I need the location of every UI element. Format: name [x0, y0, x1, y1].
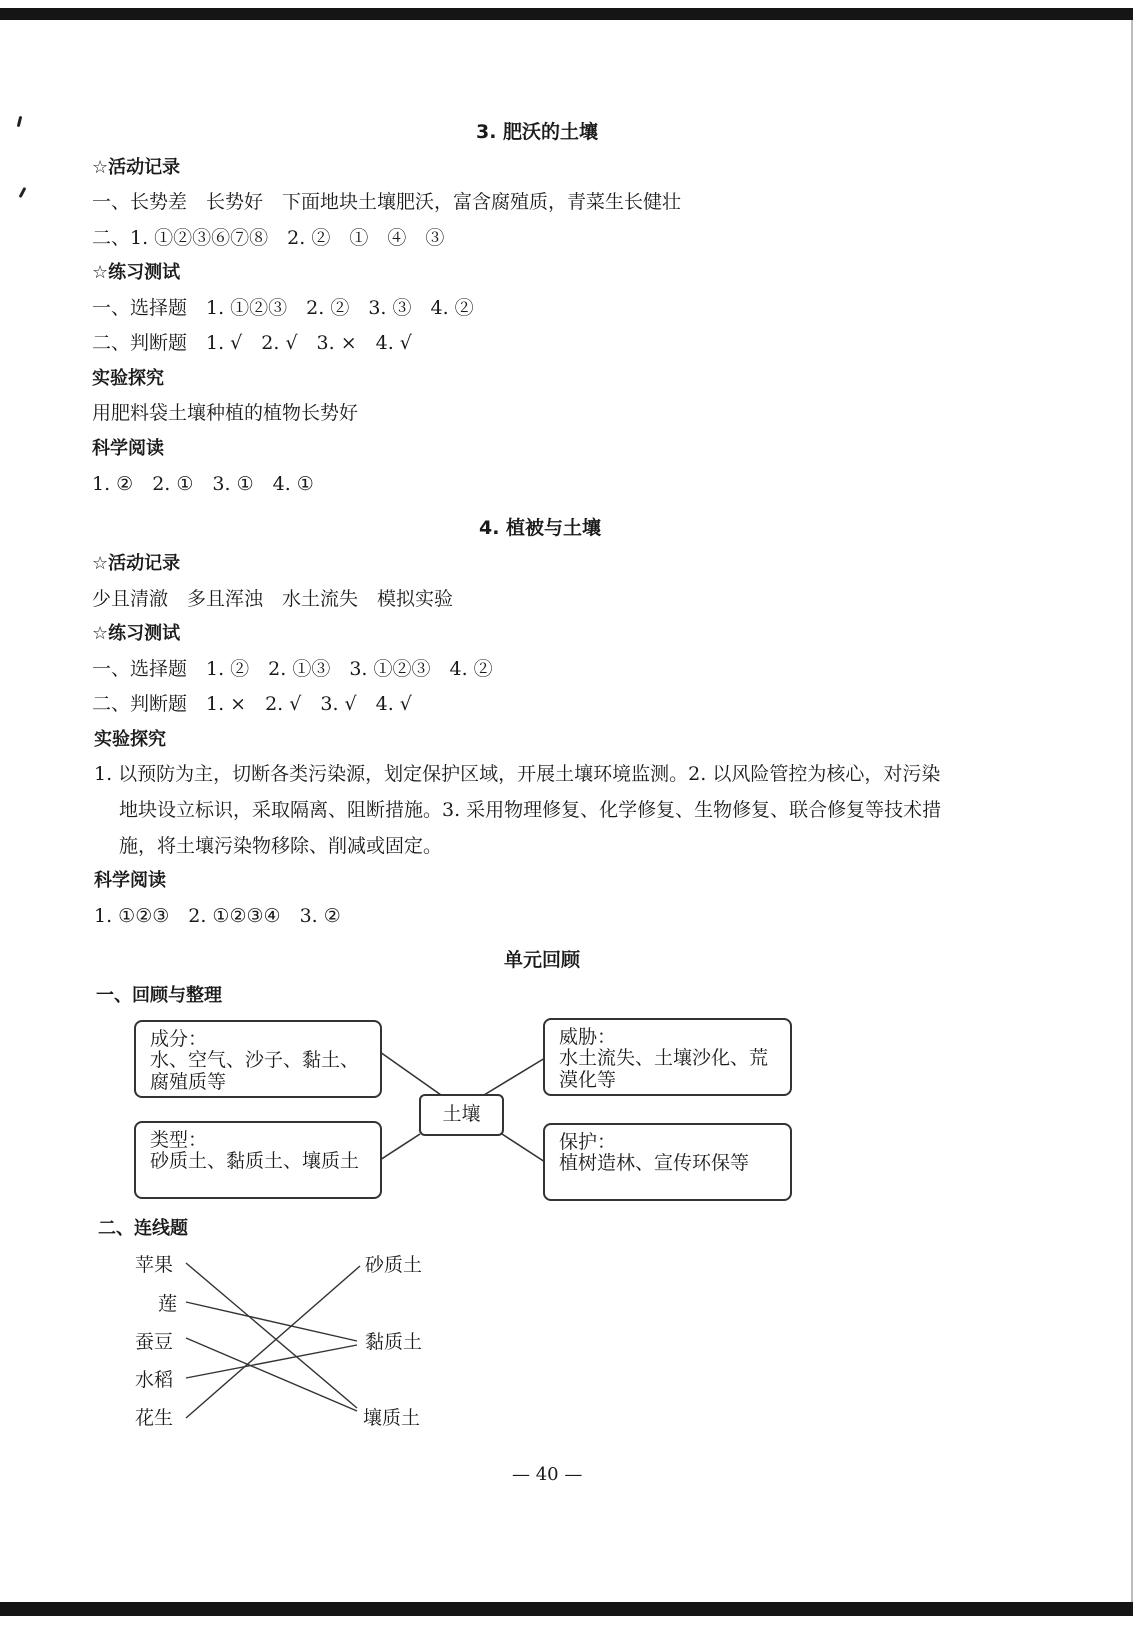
review-section2-heading: 二、连线题 — [98, 1218, 188, 1239]
lesson4-reading-heading: 科学阅读 — [94, 870, 166, 891]
matching-line — [186, 1266, 360, 1418]
lesson3-experiment-text: 用肥料袋土壤种植的植物长势好 — [92, 402, 359, 424]
types-text: 砂质土、黏质土、壤质土 — [150, 1150, 360, 1172]
lesson4-experiment-line: 施，将土壤污染物移除、削减或固定。 — [119, 835, 443, 857]
matching-left-item: 莲 — [158, 1293, 178, 1315]
lesson4-experiment-line: 地块设立标识，采取隔离、阻断措施。3. 采用物理修复、化学修复、生物修复、联合修复等技术措 — [119, 799, 942, 821]
matching-left-item: 蚕豆 — [135, 1331, 174, 1353]
lesson4-experiment-heading: 实验探究 — [94, 729, 166, 750]
lesson3-practice-heading: ☆练习测试 — [92, 262, 181, 283]
lesson4-title: 4. 植被与土壤 — [479, 517, 602, 539]
lesson3-activity-line: 一、长势差 长势好 下面地块土壤肥沃，富含腐殖质，青菜生长健壮 — [92, 191, 682, 213]
matching-line — [186, 1338, 357, 1411]
review-title: 单元回顾 — [504, 949, 581, 971]
matching-left-item: 水稻 — [135, 1369, 174, 1391]
lesson3-practice-line: 一、选择题 1. ①②③ 2. ② 3. ③ 4. ② — [92, 297, 474, 319]
lesson3-practice-line: 二、判断题 1. √ 2. √ 3. × 4. √ — [92, 332, 412, 354]
threats-line: 漠化等 — [559, 1069, 617, 1091]
lesson3-activity-heading: ☆活动记录 — [92, 157, 181, 178]
bottom-border-bar — [0, 1602, 1133, 1616]
composition-label: 成分： — [150, 1028, 208, 1050]
threats-line: 水土流失、土壤沙化、荒 — [559, 1047, 769, 1069]
lesson4-practice-line: 二、判断题 1. × 2. √ 3. √ 4. √ — [92, 693, 412, 715]
lesson4-experiment-line: 1. 以预防为主，切断各类污染源，划定保护区域，开展土壤环境监测。2. 以风险管控为核心，对污染 — [94, 763, 941, 785]
matching-right-item: 壤质土 — [363, 1407, 421, 1429]
lesson3-reading-heading: 科学阅读 — [92, 438, 164, 459]
matching-left-item: 花生 — [135, 1407, 174, 1429]
mindmap-center-box: 土壤 — [419, 1094, 504, 1136]
matching-line — [186, 1345, 357, 1378]
lesson3-reading-text: 1. ② 2. ① 3. ① 4. ① — [92, 473, 314, 495]
review-section1-heading: 一、回顾与整理 — [96, 985, 222, 1006]
matching-left-item: 苹果 — [135, 1254, 174, 1276]
types-label: 类型： — [150, 1129, 208, 1151]
matching-right-item: 黏质土 — [365, 1331, 423, 1353]
lesson3-activity-line: 二、1. ①②③⑥⑦⑧ 2. ② ① ④ ③ — [92, 227, 445, 249]
lesson4-practice-line: 一、选择题 1. ② 2. ①③ 3. ①②③ 4. ② — [92, 658, 493, 680]
threats-label: 威胁： — [559, 1026, 617, 1048]
composition-line: 水、空气、沙子、黏土、 — [150, 1049, 360, 1071]
lesson4-reading-text: 1. ①②③ 2. ①②③④ 3. ② — [94, 905, 341, 927]
lesson4-activity-text: 少且清澈 多且浑浊 水土流失 模拟实验 — [92, 588, 454, 610]
lesson4-activity-heading: ☆活动记录 — [92, 553, 181, 574]
page-number: — 40 — — [512, 1464, 583, 1485]
lesson3-experiment-heading: 实验探究 — [92, 368, 164, 389]
matching-right-item: 砂质土 — [365, 1254, 423, 1276]
protection-label: 保护： — [559, 1131, 617, 1153]
lesson3-title: 3. 肥沃的土壤 — [476, 121, 599, 143]
composition-line: 腐殖质等 — [150, 1071, 227, 1093]
protection-text: 植树造林、宣传环保等 — [559, 1152, 750, 1174]
lesson4-practice-heading: ☆练习测试 — [92, 623, 181, 644]
